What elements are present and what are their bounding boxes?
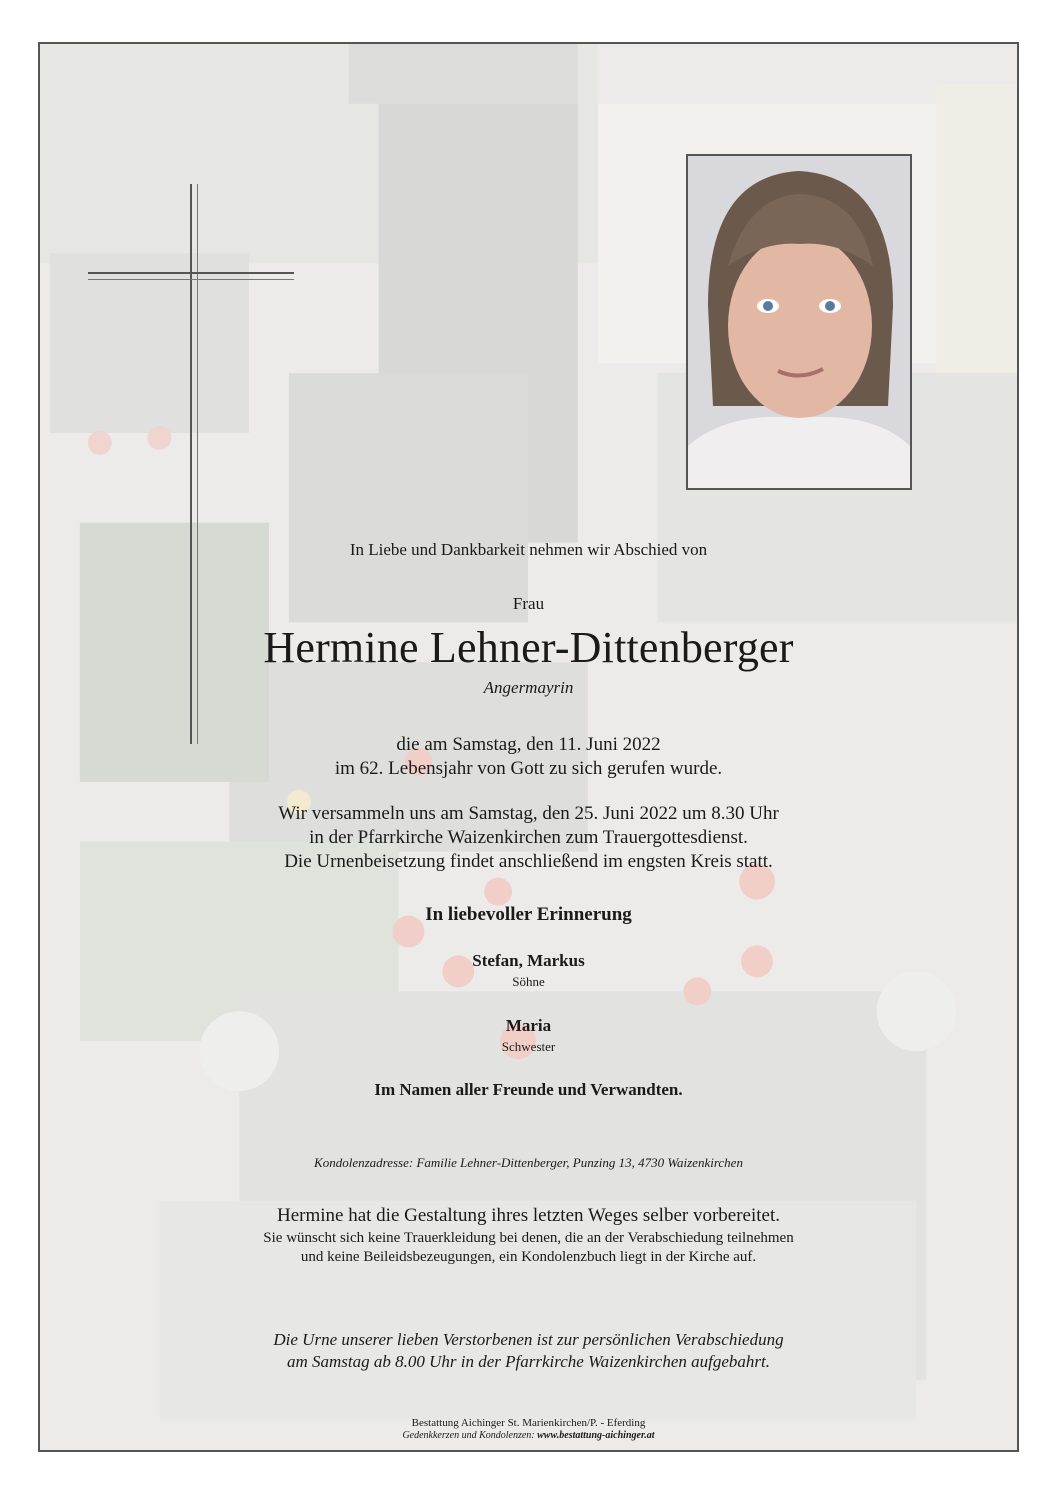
mourner-names-2: Maria bbox=[505, 1016, 552, 1035]
funeral-home-line: Bestattung Aichinger St. Marienkirchen/P. - Eferding bbox=[411, 1417, 646, 1429]
maiden-name: Angermayrin bbox=[483, 678, 574, 697]
wish-line-2: Sie wünscht sich keine Trauerkleidung bei denen, die an der Verabschiedung teilnehmen bbox=[263, 1230, 794, 1246]
all-relatives-line: Im Namen aller Freunde und Verwandten. bbox=[374, 1080, 683, 1099]
obituary-frame bbox=[38, 42, 1019, 1452]
mourner-names-1: Stefan, Markus bbox=[472, 951, 585, 970]
death-date-line: die am Samstag, den 11. Juni 2022 bbox=[396, 734, 661, 755]
salutation: Frau bbox=[512, 594, 545, 613]
service-line-1: Wir versammeln uns am Samstag, den 25. Juni 2022 um 8.30 Uhr bbox=[278, 803, 779, 824]
funeral-home-website-link[interactable]: www.bestattung-aichinger.at bbox=[537, 1430, 655, 1441]
wish-line-1: Hermine hat die Gestaltung ihres letzten Weges selber vorbereitet. bbox=[276, 1205, 781, 1226]
service-line-3: Die Urnenbeisetzung findet anschließend im engsten Kreis statt. bbox=[284, 851, 773, 872]
wish-line-3: und keine Beileidsbezeugungen, ein Kondolenzbuch liegt in der Kirche auf. bbox=[300, 1249, 757, 1265]
mourner-relation-1: Söhne bbox=[512, 974, 545, 989]
condolence-address: Kondolenzadresse: Familie Lehner-Dittenberger, Punzing 13, 4730 Waizenkirchen bbox=[314, 1155, 743, 1170]
footer-condolence-line bbox=[40, 1430, 1017, 1441]
service-line-2: in der Pfarrkirche Waizenkirchen zum Trauergottesdienst. bbox=[309, 827, 748, 848]
decorative-cross-bar-line bbox=[88, 279, 294, 280]
portrait-icon bbox=[688, 156, 910, 488]
urn-line-2: am Samstag ab 8.00 Uhr in der Pfarrkirche Waizenkirchen aufgebahrt. bbox=[286, 1352, 771, 1371]
death-age-line: im 62. Lebensjahr von Gott zu sich gerufen wurde. bbox=[334, 758, 723, 779]
memory-heading: In liebevoller Erinnerung bbox=[425, 904, 632, 925]
deceased-name: Hermine Lehner-Dittenberger bbox=[263, 623, 794, 672]
urn-line-1: Die Urne unserer lieben Verstorbenen ist zur persönlichen Verabschiedung bbox=[273, 1330, 784, 1349]
portrait-photo bbox=[686, 154, 912, 490]
footer-prefix: Gedenkkerzen und Kondolenzen: bbox=[402, 1430, 538, 1441]
mourner-relation-2: Schwester bbox=[501, 1039, 556, 1054]
decorative-cross-bar bbox=[88, 272, 294, 274]
intro-text: In Liebe und Dankbarkeit nehmen wir Abschied von bbox=[349, 540, 708, 559]
